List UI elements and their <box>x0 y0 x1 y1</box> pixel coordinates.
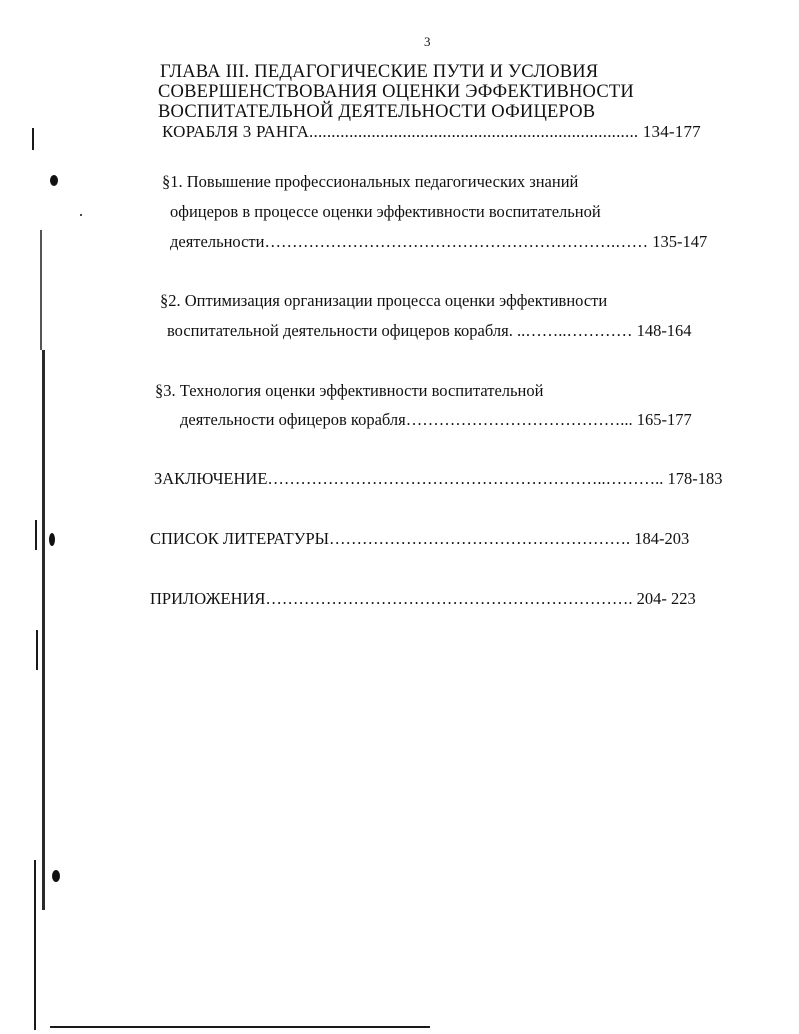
section-1-line-1: §1. Повышение профессиональных педагогических знаний <box>162 172 579 191</box>
toc-conclusion: ЗАКЛЮЧЕНИЕ……………………………………………………..……….. 178-183 <box>154 469 723 488</box>
chapter-line-2: СОВЕРШЕНСТВОВАНИЯ ОЦЕНКИ ЭФФЕКТИВНОСТИ <box>158 82 634 102</box>
chapter-line-3: ВОСПИТАТЕЛЬНОЙ ДЕЯТЕЛЬНОСТИ ОФИЦЕРОВ <box>158 102 596 122</box>
section-1-line-3: деятельности……………………………………………………….…… 135-147 <box>170 232 708 251</box>
chapter-line-4: КОРАБЛЯ 3 РАНГА.......................................................................... 134-177 <box>162 122 701 141</box>
page-number: 3 <box>424 34 431 49</box>
chapter-line-1: ГЛАВА III. ПЕДАГОГИЧЕСКИЕ ПУТИ И УСЛОВИЯ <box>160 62 599 82</box>
toc-bibliography: СПИСОК ЛИТЕРАТУРЫ………………………………………………. 184-203 <box>150 529 690 548</box>
section-3-line-1: §3. Технология оценки эффективности воспитательной <box>155 381 544 400</box>
section-3-line-2: деятельности офицеров корабля…………………………………... 165-177 <box>180 410 692 429</box>
section-1-line-2: офицеров в процессе оценки эффективности воспитательной <box>170 202 601 221</box>
section-2-line-2: воспитательной деятельности офицеров корабля. ..……..………… 148-164 <box>167 321 692 340</box>
toc-appendices: ПРИЛОЖЕНИЯ…………………………………………………………. 204- 223 <box>150 589 696 608</box>
section-2-line-1: §2. Оптимизация организации процесса оценки эффективности <box>160 291 608 310</box>
